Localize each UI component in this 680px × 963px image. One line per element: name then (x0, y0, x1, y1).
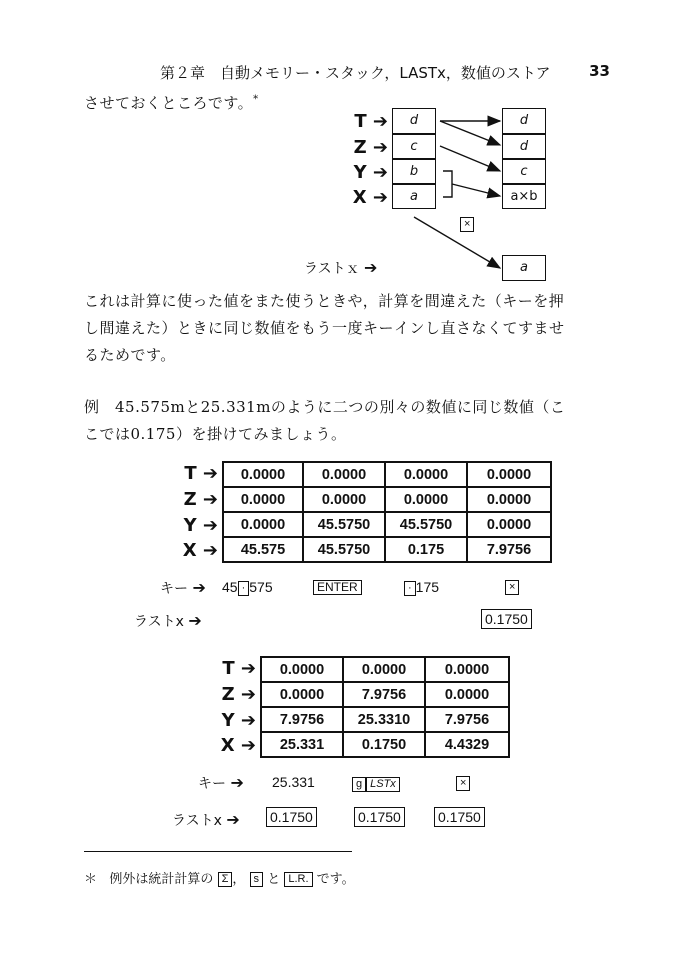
cell: 45.5750 (303, 512, 385, 537)
cell: 0.0000 (303, 462, 385, 487)
example-paragraph: 例 45.575mと25.331mのように二つの別々の数値に同じ数値（こ こでは0.175）を掛けてみましょう。 (84, 398, 566, 443)
bracket-y-x (443, 171, 452, 197)
cell: 4.4329 (425, 732, 509, 757)
lastx-label: ラストｘ ➔ (304, 258, 378, 277)
cell: 0.0000 (223, 487, 303, 512)
lastx-value-1: 0.1750 (266, 807, 317, 827)
arrow-z-to-y (440, 146, 500, 171)
cell: 0.0000 (467, 487, 551, 512)
t2-reg-y: Y ➔ (221, 710, 256, 731)
cell: 0.0000 (467, 462, 551, 487)
decimal-key: · (238, 581, 250, 596)
reg-label-t: T ➔ (354, 111, 388, 132)
after-cell-t: d (502, 108, 546, 134)
cell: 0.0000 (385, 462, 467, 487)
t1-reg-t: T ➔ (184, 463, 218, 484)
arrow-t-to-z (440, 121, 500, 145)
keystroke-1: 25.331 (272, 774, 315, 790)
cell: 0.0000 (223, 512, 303, 537)
footnote-ref: * (253, 94, 259, 105)
before-cell-t: d (392, 108, 436, 134)
t2-reg-z: Z ➔ (221, 684, 256, 705)
cell: 45.575 (223, 537, 303, 562)
stack-grid-1 (222, 461, 552, 563)
decimal-key: · (404, 581, 416, 596)
cell: 0.0000 (303, 487, 385, 512)
chapter-title: 第２章 自動メモリー・スタック，LASTx，数値のストア (160, 64, 551, 82)
keystroke-2 (352, 774, 400, 793)
multiply-key: × (505, 580, 519, 595)
before-cell-z: c (392, 134, 436, 159)
stack-arrows (0, 0, 680, 300)
cell: 0.0000 (223, 462, 303, 487)
lastx-value-2: 0.1750 (354, 807, 405, 827)
after-cell-y: c (502, 159, 546, 184)
cell: 25.331 (261, 732, 343, 757)
cell: 0.0000 (425, 657, 509, 682)
lastx-cell: a (502, 255, 546, 281)
cell: 45.5750 (385, 512, 467, 537)
t1-reg-y: Y ➔ (183, 515, 218, 536)
sigma-key: Σ (218, 872, 233, 887)
t1-reg-z: Z ➔ (183, 489, 218, 510)
cell: 0.0000 (425, 682, 509, 707)
footnote-rule (84, 851, 352, 852)
keystroke-1: 45 · 575 (222, 579, 273, 595)
cell: 7.9756 (425, 707, 509, 732)
reg-label-z: Z ➔ (353, 137, 388, 158)
cell: 7.9756 (261, 707, 343, 732)
enter-key: ENTER (313, 580, 362, 595)
cell: 0.1750 (343, 732, 425, 757)
stack-grid-2 (260, 656, 510, 758)
key-row-label: キー ➔ (160, 578, 206, 597)
lastx-label: ラストx ➔ (172, 810, 240, 829)
lastx-key: LSTx (366, 777, 400, 792)
before-cell-y: b (392, 159, 436, 184)
t1-reg-x: X ➔ (182, 540, 218, 561)
after-cell-z: d (502, 134, 546, 159)
s-key: s (250, 872, 264, 887)
after-cell-x: a×b (502, 184, 546, 209)
intro-line: させておくところです。* (84, 94, 259, 112)
multiply-key: × (456, 776, 470, 791)
cell: 0.0000 (261, 682, 343, 707)
cell: 25.3310 (343, 707, 425, 732)
lr-key: L.R. (284, 872, 312, 887)
reg-label-x: X ➔ (352, 187, 388, 208)
key-row-label: キー ➔ (198, 773, 244, 792)
reg-label-y: Y ➔ (353, 162, 388, 183)
footnote: ＊ 例外は統計計算の Σ ， s と L.R. です。 (84, 872, 355, 887)
arrow-x-to-lastx (414, 217, 500, 268)
cell: 7.9756 (467, 537, 551, 562)
cell: 45.5750 (303, 537, 385, 562)
lastx-label: ラストx ➔ (134, 611, 202, 630)
t2-reg-t: T ➔ (222, 658, 256, 679)
cell: 0.0000 (343, 657, 425, 682)
body-paragraph: これは計算に使った値をまた使うときや，計算を間違えた（キーを押 し間違えた）ときに同じ数値をもう一度キーインし直さなくてすませ るためです。 (84, 292, 565, 364)
cell: 7.9756 (343, 682, 425, 707)
multiply-key: × (460, 217, 474, 232)
arrow-yx-to-x (452, 184, 500, 196)
cell: 0.0000 (261, 657, 343, 682)
page-number: 33 (589, 62, 610, 80)
lastx-value-3: 0.1750 (434, 807, 485, 827)
before-cell-x: a (392, 184, 436, 209)
cell: 0.0000 (467, 512, 551, 537)
keystroke-3: · 175 (404, 579, 439, 596)
g-key: g (352, 777, 366, 792)
lastx-value: 0.1750 (481, 609, 532, 629)
cell: 0.0000 (385, 487, 467, 512)
cell: 0.175 (385, 537, 467, 562)
t2-reg-x: X ➔ (220, 735, 256, 756)
